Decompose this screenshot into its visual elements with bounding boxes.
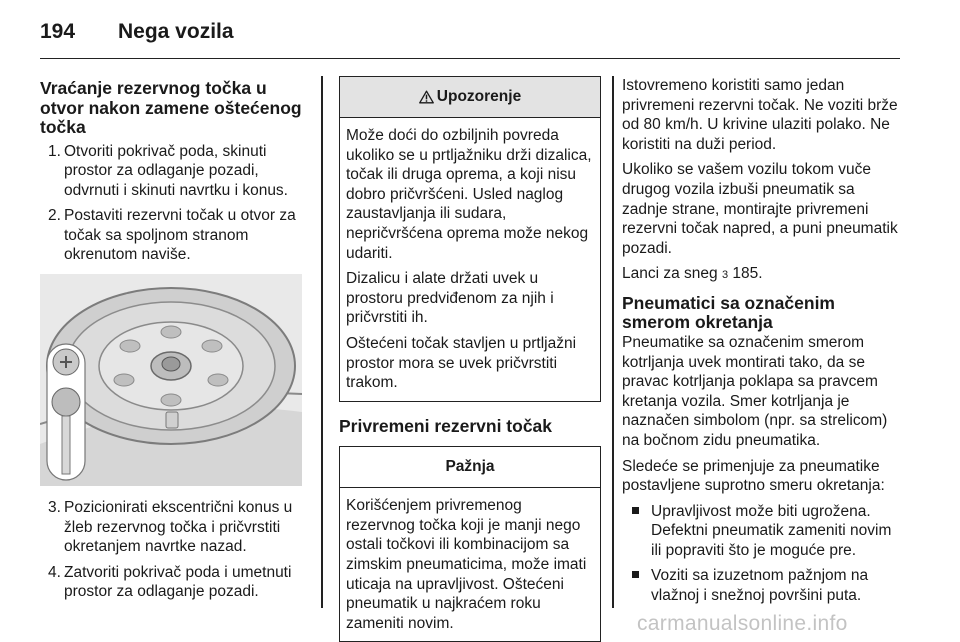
warning-box-body: [340, 118, 600, 401]
caution-paragraph: Korišćenjem privremenog rezervnog točka koji je manji nego ostali točkovi ili kombinacijom sa zimskim pneumaticima, može imati uticaja na upravljivost. Oštećeni pneumatik u najkraćem roku zameniti novim.: [346, 497, 587, 632]
step-item: [40, 206, 308, 265]
step-number: 4.: [48, 563, 61, 581]
caution-box-title: Pažnja: [445, 458, 495, 476]
bullet-item: [622, 502, 904, 561]
warning-box: [339, 76, 601, 402]
step-text: Postaviti rezervni točak u otvor za točak sa spoljnom stranom okrenutom naviše.: [64, 207, 296, 264]
warning-triangle-icon: [419, 90, 434, 104]
left-column: [40, 76, 308, 608]
snow-chains-text: Lanci za sneg: [622, 265, 718, 283]
step-number: 1.: [48, 142, 61, 160]
body-paragraph: Pneumatike sa označenim smerom kotrljanja uvek montirati tako, da se pravac kotrljanja poklapa sa pravcem kretanja vozila. Smer kotrljanja je naznačen simbolom (npr. sa strelicom) na bočnom zidu pneumatika.: [622, 333, 888, 449]
page-header: [40, 18, 900, 59]
steps-list-top: [40, 142, 308, 266]
snow-chains-page-link[interactable]: 185.: [732, 265, 763, 283]
step-number: 2.: [48, 207, 61, 225]
body-paragraph: Sledeće se primenjuje za pneumatike postavljene suprotno smeru okretanja:: [622, 457, 885, 495]
column-divider-left: [321, 76, 323, 608]
bullet-text: Voziti sa izuzetnom pažnjom na vlažnoj i snežnoj površini puta.: [651, 567, 869, 605]
warning-box-header: [340, 77, 600, 118]
caution-box-header: [340, 447, 600, 488]
column-divider-right: [612, 76, 614, 608]
middle-column: [339, 76, 601, 642]
watermark: carmanualsonline.info: [637, 612, 848, 635]
caution-box: [339, 446, 601, 642]
step-item: [40, 498, 308, 557]
step-number: 3.: [48, 499, 61, 517]
body-paragraph: Ukoliko se vašem vozilu tokom vuče drugog vozila izbuši pneumatik sa zadnje strane, montirajte privremeni rezervni točak napred, a puni pneumatik pozadi.: [622, 161, 898, 257]
warning-paragraph: Dizalicu i alate držati uvek u prostoru predviđenom za njih i pričvrstiti ih.: [346, 270, 554, 327]
warning-box-title: Upozorenje: [436, 88, 522, 106]
bullet-list: [622, 502, 904, 606]
chapter-title: Nega vozila: [118, 20, 234, 43]
section-heading-temporary-spare: Privremeni rezervni točak: [339, 415, 553, 436]
section-heading-spare-wheel-return: Vraćanje rezervnog točka u otvor nakon zamene oštećenog točka: [40, 78, 302, 137]
bullet-text: Upravljivost može biti ugrožena. Defektni pneumatik zameniti novim ili popraviti što je moguće pre.: [651, 502, 892, 559]
warning-paragraph: Može doći do ozbiljnih povreda ukoliko se u prtljažniku drži dizalica, točak ili druga oprema, a koji nisu dobro pričvršćeni. Usled naglog zaustavljanja ili sudara, nepričvršćena oprema može nekog udariti.: [346, 127, 592, 262]
step-text: Pozicionirati ekscentrični konus u žleb rezervnog točka i pričvrstiti okretanjem navrtke nazad.: [64, 499, 293, 556]
bullet-item: [622, 566, 904, 605]
step-item: [40, 142, 308, 201]
bullet-square-icon: [632, 507, 639, 514]
warning-paragraph: Oštećeni točak stavljen u prtljažni prostor mora se uvek pričvrstiti trakom.: [346, 334, 577, 392]
snow-chains-reference: [622, 264, 904, 286]
step-text: Otvoriti pokrivač poda, skinuti prostor za odlaganje pozadi, odvrnuti i skinuti navrtku i konus.: [64, 142, 288, 199]
step-item: [40, 563, 308, 602]
body-paragraph: Istovremeno koristiti samo jedan privremeni rezervni točak. Ne voziti brže od 80 km/h. U krivine ulaziti polako. Ne koristiti na duži period.: [622, 77, 898, 153]
section-heading-directional-tyres: Pneumatici sa označenim smerom okretanja: [622, 292, 835, 333]
bullet-square-icon: [632, 571, 639, 578]
steps-list-bottom: [40, 498, 308, 602]
step-text: Zatvoriti pokrivač poda i umetnuti prostor za odlaganje pozadi.: [64, 563, 292, 601]
caution-box-body: [340, 488, 600, 641]
spare-wheel-illustration: [40, 274, 302, 486]
right-column: [622, 76, 904, 612]
page-reference-arrow-icon: 3: [721, 269, 729, 282]
page-number: 194: [40, 20, 76, 43]
